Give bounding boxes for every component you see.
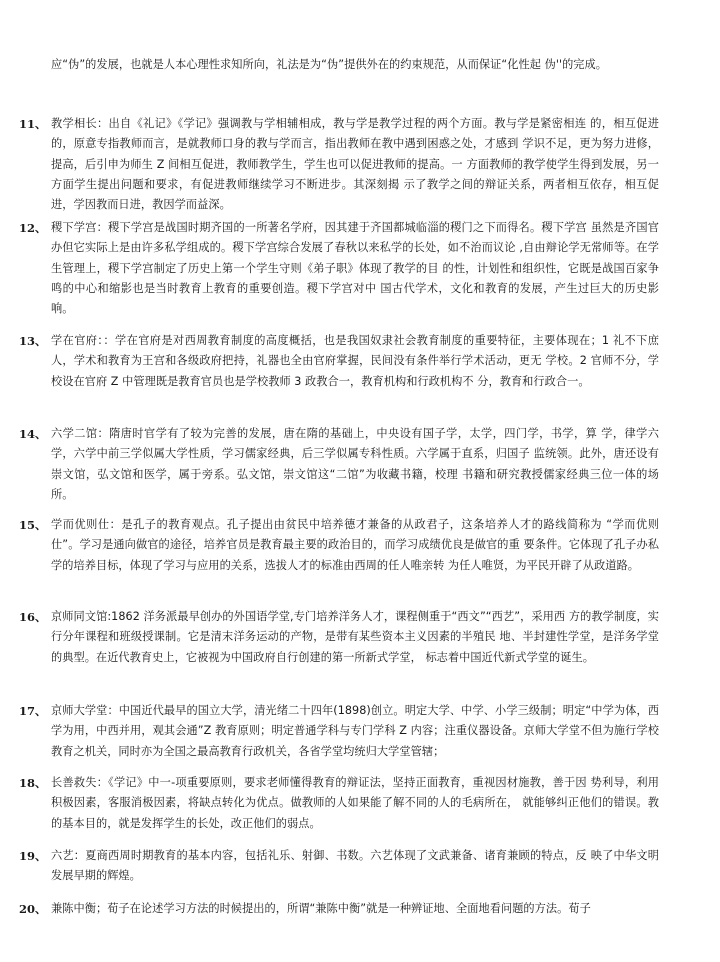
entry-text: 京师大学堂：中国近代最早的国立大学，清光绪二十四年(1898)创立。明定大学、中学、小学三级制；明定“中学为体，西学为用，中西并用，观其会通”Z 教育原则；明定普通学科与专门学科 Z 内容；注重仪器设备。京师大学堂不但为施行学校教育之机关，同时亦为全国之最高教育行政机关，各省学堂均统归大学堂管辖； (51, 704, 659, 758)
entry-number: 18、 (19, 776, 47, 790)
entry-text: 教学相长：出自《礼记》《学记》强调教与学相辅相成，教与学是教学过程的两个方面。教与学是紧密相连 的，相互促进的，原意专指教师而言，是就教师口身的教与学而言，指出教师在教中遇到困惑之处，才感到 学识不足，更为努力进修，提高，后引申为师生 Z 间相互促进，教师教学生，学生也可以促进教师的提高。一 方面教师的教学使学生得到发展，另一方面学生提出问题和要求，有促进教师继续学习不断进步。其深刻揭 示了教学之间的辩证关系，两者相互依存，相互促进，学因教而日进，教因学而益深。 (51, 117, 659, 212)
entry-text: 学在官府：：学在官府是对西周教育制度的高度概括，也是我国奴隶社会教育制度的重要特征，主要体现在；1 礼不下庶人，学术和教育为王宫和各级政府把持，礼器也全由官府掌握，民间没有条件举行学术活动，更无 学校。2 官师不分，学校设在官府 Z 中管理既是教育官员也是学校教师 3 政教合一，教育机构和行政机构不 分，教育和行政合一。 (51, 334, 659, 388)
entry-text: 京师同文馆:1862 洋务派最早创办的外国语学堂,专门培养洋务人才，课程侧重于“西文”“西艺”，采用西 方的教学制度，实行分年课程和班级授课制。它是清末洋务运动的产物，是带有某些资本主义因素的半殖民 地、半封建性学堂，是洋务学堂的典型。在近代教育史上，它被视为中国政府自行创建的第一所新式学堂， 标志着中国近代新式学堂的诞生。 (51, 610, 659, 664)
entry-text: 兼陈中衡；荀子在论述学习方法的时候提出的，所谓“兼陈中衡”就是一种辨证地、全面地看问题的方法。荀子 (51, 902, 591, 915)
entry-number: 12、 (19, 221, 47, 235)
entry-text: 学而优则仕：是孔子的教育观点。孔子提出由贫民中培养德才兼备的从政君子，这条培养人才的路线简称为 “学而优则仕”。学习是通向做官的途径，培养官员是教育最主要的政治目的，而学习成绩优良是做官的重 要条件。它体现了孔子办私学的培养目标，体现了学习与应用的关系，选拔人才的标准由西周的任人唯亲转 为任人唯贤，为平民开辟了从政道路。 (51, 518, 659, 572)
entry-number: 19、 (19, 849, 47, 863)
entry-text: 长善救失：《学记》中一-项重要原则，要求老师懂得教育的辩证法，坚持正面教育，重视因材施教，善于因 势利导，利用积极因素，客服消极因素，将缺点转化为优点。做教师的人如果能了解不同的人的毛病所在， 就能够纠正他们的错误。教的基本目的，就是发挥学生的长处，改正他们的弱点。 (51, 776, 659, 830)
entry-text: 应“伪”的发展，也就是人本心理性求知所向，礼法是为“伪”提供外在的约束规范，从而保证“化性起 伪''的完成。 (51, 58, 608, 71)
entry-number: 20、 (19, 902, 47, 916)
entry-number: 15、 (19, 518, 47, 532)
entry-number: 13、 (19, 334, 47, 348)
entry-number: 14、 (19, 427, 47, 441)
entry-number: 11、 (19, 117, 47, 131)
entry-number: 16、 (19, 610, 47, 624)
entry-text: 六学二馆：隋唐时官学有了较为完善的发展，唐在隋的基础上，中央设有国子学，太学，四门学，书学，算 学，律学六学，六学中前三学似属大学性质，学习儒家经典，后三学似属专科性质。六学属于直系，归国子 监统领。此外，唐还设有崇文馆，弘文馆和医学，属于旁系。弘文馆，崇文馆这“二馆”为收藏书籍，校理 书籍和研究教授儒家经典三位一体的场所。 (51, 427, 659, 501)
entry-number: 17、 (19, 704, 47, 718)
entry-text: 稷下学宫：稷下学宫是战国时期齐国的一所著名学府，因其建于齐国都城临淄的稷门之下而得名。稷下学宫 虽然是齐国官办但它实际上是由许多私学组成的。稷下学宫综合发展了春秋以来私学的长处，如不治而议论 ,自由辩论学无常师等。在学生管理上，稷下学宫制定了历史上第一个学生守则《弟子职》体现了教学的目 的性，计划性和组织性，它既是战国百家争鸣的中心和缩影也是当时教育上教育的重要创造。稷下学宫对中 国古代学术，文化和教育的发展，产生过巨大的历史影响。 (51, 221, 659, 316)
entry-text: 六艺：夏商西周时期教育的基本内容，包括礼乐、射御、书数。六艺体现了文武兼备、诸育兼顾的特点，反 映了中华文明发展早期的辉煌。 (51, 849, 659, 883)
